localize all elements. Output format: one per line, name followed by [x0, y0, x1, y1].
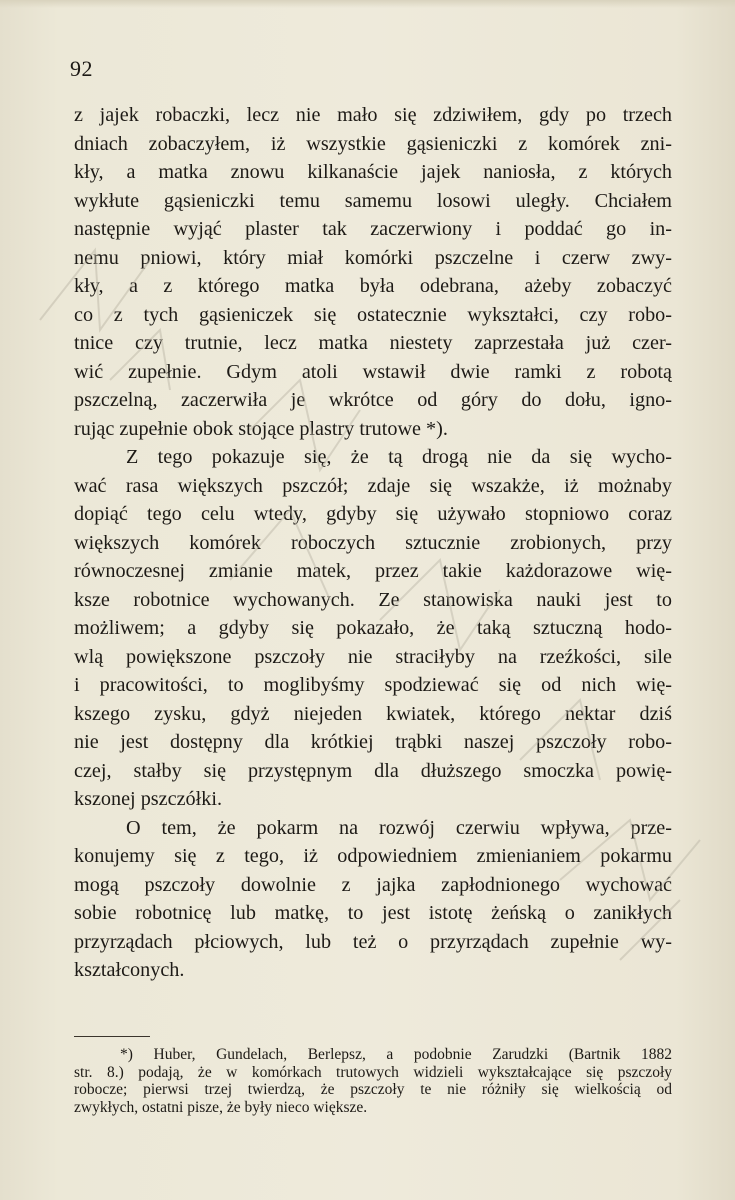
text-line: wać rasa większych pszczół; zdaje się wszakże, iż możnaby	[74, 474, 672, 497]
text-line: większych komórek roboczych sztucznie zrobionych, przy	[74, 531, 672, 554]
footnote	[74, 1046, 672, 1116]
text-line: możliwem; a gdyby się pokazało, że taką sztuczną hodo-	[74, 617, 672, 639]
page-edge	[0, 0, 735, 8]
text-line: i pracowitości, to moglibyśmy spodziewać się od nich wię-	[74, 674, 672, 696]
text-line: kły, a matka znowu kilkanaście jajek naniosła, z których	[74, 161, 672, 183]
text-line: co z tych gąsieniczek się ostatecznie wykształci, czy robo-	[74, 303, 672, 326]
text-line: dopiąć tego celu wtedy, gdyby się używało stopniowo coraz	[74, 503, 672, 525]
text-line: równoczesnej zmianie matek, przez takie każdorazowe wię-	[74, 560, 672, 582]
text-line: z jajek robaczki, lecz nie mało się zdziwiłem, gdy po trzech	[74, 104, 672, 126]
text-line: dniach zobaczyłem, iż wszystkie gąsieniczki z komórek zni-	[74, 132, 672, 155]
text-line: kły, a z którego matka była odebrana, ażeby zobaczyć	[74, 275, 672, 297]
text-line: nie jest dostępny dla krótkiej trąbki naszej pszczoły robo-	[74, 731, 672, 753]
text-line: wlą powiększone pszczoły nie straciłyby na rzeźkości, sile	[74, 645, 672, 668]
text-line: O tem, że pokarm na rozwój czerwiu wpływa, prze-	[126, 816, 672, 839]
text-line: kszego zysku, gdyż niejeden kwiatek, którego nektar dziś	[74, 702, 672, 725]
footnote-line: robocze; pierwsi trzej twierdzą, że pszczoły te nie różniły się wielkością od	[74, 1081, 672, 1098]
text-line: kształconych.	[74, 959, 185, 981]
footnote-line: str. 8.) podają, że w komórkach trutowych widzieli wykształcające się pszczoły	[74, 1063, 672, 1081]
text-line: Z tego pokazuje się, że tą drogą nie da się wycho-	[126, 446, 672, 468]
text-line: przyrządach płciowych, lub też o przyrządach zupełnie wy-	[74, 930, 672, 953]
text-line: wić zupełnie. Gdym atoli wstawił dwie ramki z robotą	[74, 360, 672, 383]
text-line: rując zupełnie obok stojące plastry trutowe *).	[74, 417, 448, 440]
footnote-line: zwykłych, ostatni pisze, że były nieco większe.	[74, 1098, 368, 1116]
text-line: tnice czy trutnie, lecz matka niestety zaprzestała już czer-	[74, 332, 672, 354]
footnote-line: *) Huber, Gundelach, Berlepsz, a podobnie Zarudzki (Bartnik 1882	[120, 1046, 672, 1063]
text-line: ksze robotnice wychowanych. Ze stanowiska nauki jest to	[74, 588, 672, 611]
text-line: kszonej pszczółki.	[74, 788, 222, 810]
text-line: czej, stałby się przystępnym dla dłuższego smoczka powię-	[74, 759, 672, 782]
text-line: sobie robotnicę lub matkę, to jest istotę żeńską o zanikłych	[74, 902, 672, 924]
text-line: pszczelną, zaczerwiła je wkrótce od góry do dołu, igno-	[74, 389, 672, 411]
page-number: 92	[70, 56, 93, 81]
text-line: konujemy się z tego, iż odpowiedniem zmienianiem pokarmu	[74, 845, 672, 867]
text-line: następnie wyjąć plaster tak zaczerwiony i poddać go in-	[74, 218, 672, 240]
text-line: mogą pszczoły dowolnie z jajka zapłodnionego wychować	[74, 873, 672, 896]
text-line: wykłute gąsieniczki temu samemu losowi uległy. Chciałem	[74, 189, 672, 212]
text-line: nemu pniowi, który miał komórki pszczelne i czerw zwy-	[74, 246, 672, 269]
body-text	[74, 101, 672, 985]
footnote-divider	[74, 1036, 150, 1037]
